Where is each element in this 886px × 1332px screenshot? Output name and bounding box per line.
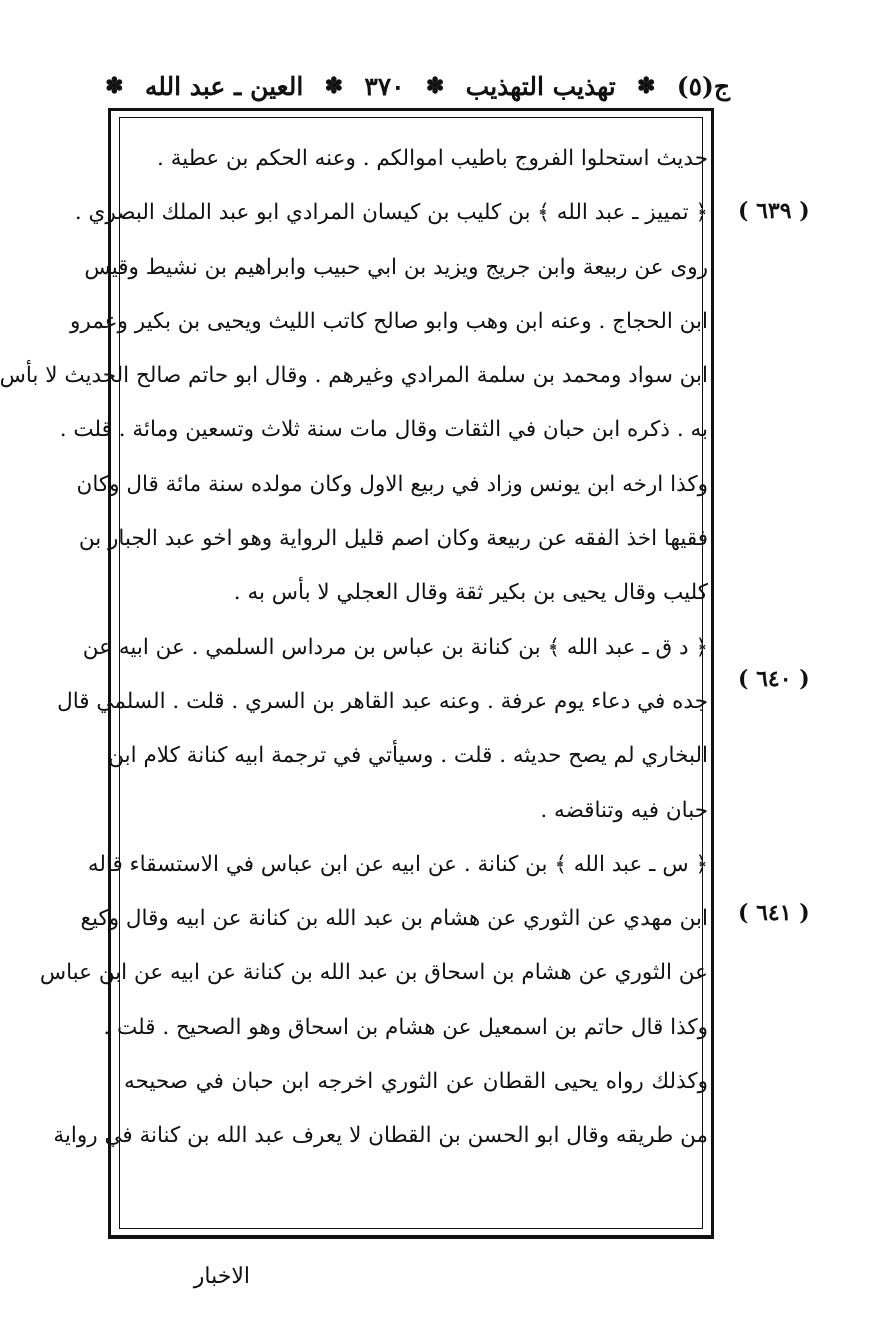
text-line: فقيها اخذ الفقه عن ربيعة وكان اصم قليل الرواية وهو اخو عبد الجبار بن	[78, 526, 708, 552]
text-line: من طريقه وقال ابو الحسن بن القطان لا يعرف عبد الله بن كنانة في رواية	[53, 1123, 708, 1149]
text-line: وكذلك رواه يحيى القطان عن الثوري اخرجه ابن حبان في صحيحه	[124, 1069, 708, 1095]
text-line: ﴿ تمييز ـ عبد الله ﴾ بن كليب بن كيسان المرادي ابو عبد الملك البصري .	[74, 200, 708, 226]
entry-number: ( ٦٣٩ )	[738, 198, 810, 224]
text-line: عن الثوري عن هشام بن اسحاق بن عبد الله بن كنانة عن ابيه عن ابن عباس	[39, 960, 708, 986]
catchword: الاخبار	[193, 1264, 250, 1289]
text-line: روى عن ربيعة وابن جريج ويزيد بن ابي حبيب وابراهيم بن نشيط وقيس	[84, 254, 708, 280]
header-volume: ج(٥)	[676, 71, 730, 101]
entry-number: ( ٦٤١ )	[738, 900, 810, 926]
entry-number: ( ٦٤٠ )	[738, 666, 810, 692]
text-line: به . ذكره ابن حبان في الثقات وقال مات سنة ثلاث وتسعين ومائة . قلت .	[59, 417, 708, 443]
text-line: ابن سواد ومحمد بن سلمة المرادي وغيرهم . وقال ابو حاتم صالح الحديث لا بأس	[0, 363, 708, 389]
text-line: كليب وقال يحيى بن بكير ثقة وقال العجلي لا بأس به .	[233, 580, 708, 606]
text-line: البخاري لم يصح حديثه . قلت . وسيأتي في ترجمة ابيه كنانة كلام ابن	[108, 743, 708, 769]
running-header	[100, 66, 730, 106]
text-line: وكذا ارخه ابن يونس وزاد في ربيع الاول وكان مولده سنة مائة قال وكان	[76, 471, 708, 497]
header-book-title: تهذيب التهذيب	[465, 71, 616, 101]
text-line: ابن مهدي عن الثوري عن هشام بن عبد الله بن كنانة عن ابيه وقال وكيع	[80, 906, 708, 932]
flower-ornament-icon: ✽	[324, 73, 344, 99]
text-line: جده في دعاء يوم عرفة . وعنه عبد القاهر بن السري . قلت . السلمي قال	[57, 688, 708, 714]
flower-ornament-icon: ✽	[105, 73, 124, 99]
header-page-number: ٣٧٠	[364, 71, 405, 101]
frame-bottom-rule	[108, 1236, 714, 1239]
text-line: حبان فيه وتناقضه .	[540, 797, 708, 823]
header-section: العين ـ عبد الله	[144, 71, 304, 101]
text-line: ابن الحجاج . وعنه ابن وهب وابو صالح كاتب الليث ويحيى بن بكير وعمرو	[70, 308, 708, 334]
text-line: ﴿ د ق ـ عبد الله ﴾ بن كنانة بن عباس بن مرداس السلمي . عن ابيه عن	[82, 634, 708, 660]
text-line: حديث استحلوا الفروج باطيب اموالكم . وعنه الحكم بن عطية .	[157, 146, 708, 171]
text-line: وكذا قال حاتم بن اسمعيل عن هشام بن اسحاق وهو الصحيح . قلت .	[103, 1014, 708, 1040]
flower-ornament-icon: ✽	[425, 73, 445, 99]
flower-ornament-icon: ✽	[637, 73, 656, 99]
main-text	[0, 132, 708, 1164]
text-line: ﴿ س ـ عبد الله ﴾ بن كنانة . عن ابيه عن ابن عباس في الاستسقاء قاله	[87, 851, 708, 877]
